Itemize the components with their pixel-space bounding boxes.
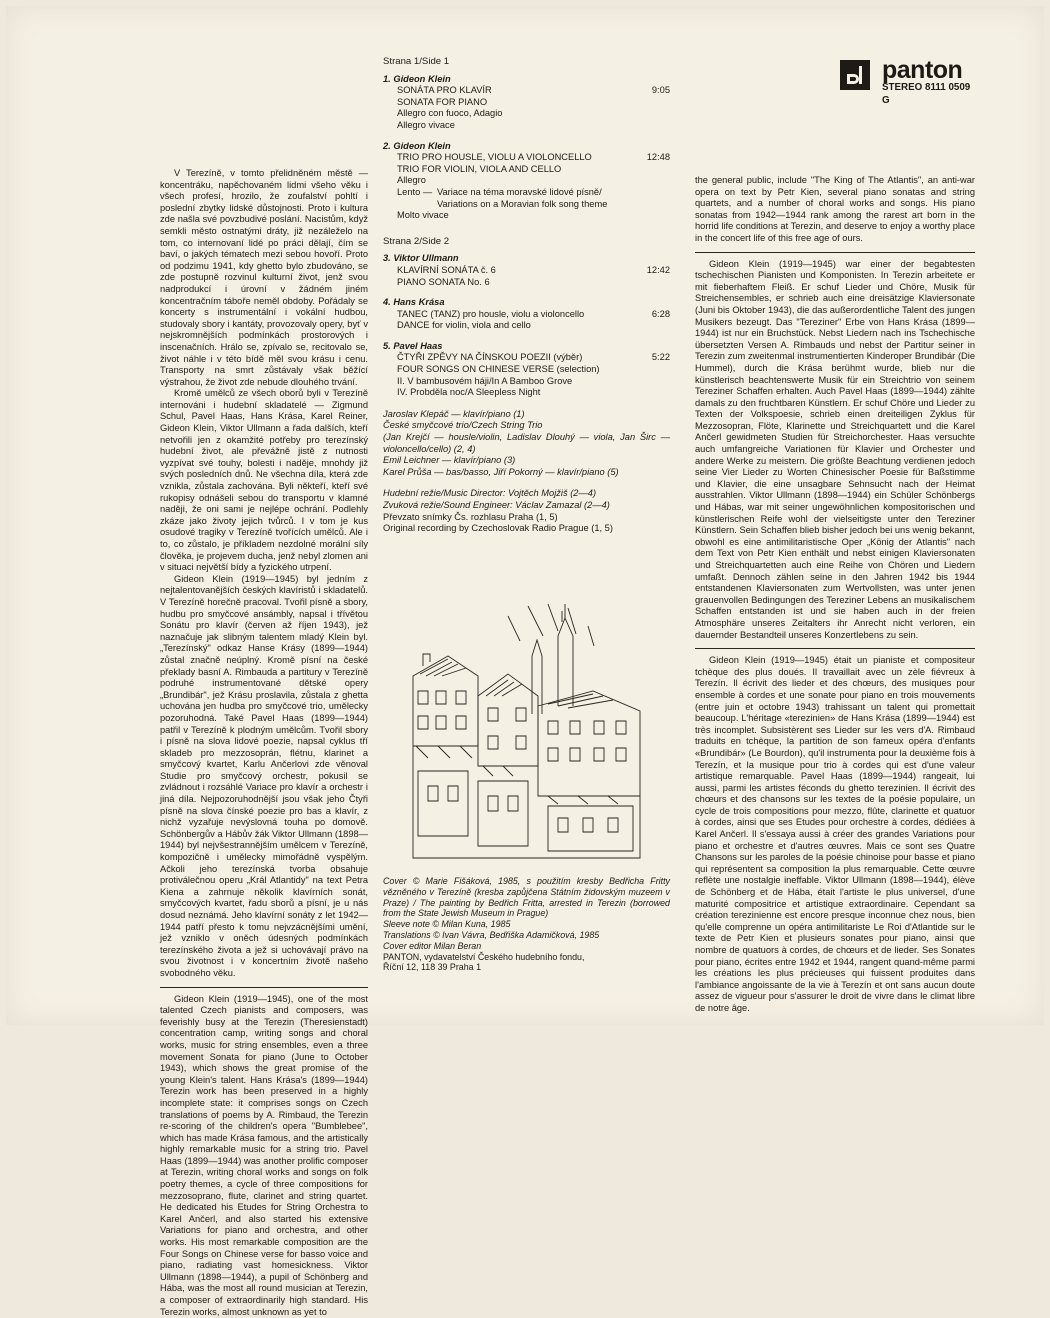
production-credits bbox=[383, 488, 670, 534]
track-5 bbox=[383, 341, 670, 399]
movement-desc-en: Variations on a Moravian folk song theme bbox=[437, 198, 608, 209]
divider bbox=[695, 648, 975, 649]
track-1 bbox=[383, 74, 670, 132]
performer-line: Karel Průša — bas/basso, Jiří Pokorný — klavír/piano (5) bbox=[383, 466, 619, 477]
czech-paragraph: Kromě umělců ze všech oborů byli v Terezíně internováni i hudební skladatelé — Zigmund Schul, Pavel Haas, Hans Krása, Karel Reiner, Gideon Klein, Viktor Ullmann a řada dalších, kteří netvořili jen z okamžité potřeby pro terezínský hudební život, ale převážně jistě z nutnosti vyzpívat své touhy, bolesti i naděje, mnohdy již svých posledních dnů. Ne všechna díla, která zde vznikla, zůstala zachována. Byli někteří, kteří své rukopisy odnášeli sebou do transportu v klamné naději, že oni sami je nejlépe ochrání. Podlehly zkáze jako životy jejich tvůrců. I v tom je kus osudové tragiky v Terezíně tvořících umělců. Ale i to, co zůstalo, je příkladem nezdolné morální síly člověka, je projevem ducha, jenž nebyl zlomen ani v situaci největší bídy a fyzického utrpení. bbox=[160, 388, 368, 573]
side-1-heading: Strana 1/Side 1 bbox=[383, 56, 450, 67]
german-paragraph: Gideon Klein (1919—1945) war einer der begabtesten tschechischen Pianisten und Komponisten. In Terezin arbeitete er mit fieberhaftem Fleiß. Er schuf Lieder und Chöre, Musik für Streichensembles, er schrieb auch eine dreisätzige Klaviersonate (Juni bis Oktober 1943), die das außerordentliche Talent des jungen Musikers bezeugt. Das "Tereziner" Erbe von Hans Krása (1899—1944) ist nur ein Bruchstück. Nebst Liedern nach ins Tschechische übersetzten Versen A. Rimbauds und nebst der Partitur seiner in Terezin zum zweitenmal instrumentierten Kinderoper Brundibár (Die Hummel), durch die Krása berühmt wurde, blieb nur die künstlerisch beachtenswerte Musik für ein Streichtrio von seinem Tereziner Schaffen erhalten. Auch Pavel Haas (1899—1944) zählte damals zu den fruchtbaren Künstlern. Er schuf Chöre und Lieder zu Texten der Volkspoesie, schrieb einen dreiteiligen Zyklus für Mezzosopran, Flöte, Klarinette und Streichquartett und die Karel Ančerl gewidmeten Studien für Streichorchester. Haas versuchte auch umfangreiche Variationen für Klavier und Orchester und andere Werke zu meistern. Die größte Beachtung verdienen jedoch seine Vier Lieder zu Worten Chinesischer Poesie für Baßstimme und Klavier, die eine unsagbare Sehnsucht nach der Heimat ausstrahlen. Viktor Ullmann (1898—1944) ein Schüler Schönbergs und Hábas, war mit seiner ungewöhnlichen kompositorischen und künstlerischen Reife wohl der vielseitigste unter den Tereziner Künstlern. Sein Schaffen blieb bisher jedoch bei uns wenig bekannt, obwohl es eine antimilitaristische Oper „König der Atlantis" nach dem Text von Petr Kien enthält und nebst einigen Klaviersonaten und Streichquartetten auch eine Reihe von Chören und Liedern umfaßt. Dennoch zählen seine in den Jahren 1942 bis 1944 entstandenen Klaviersonaten zum Wertvollsten, was unter jenen grauenvollen Bedingungen des Tereziner Lebens an musikalischem Schaffen entstanden ist und sie haben auch in der freien Atmosphäre unseres Zeitalters ihr Anrecht nicht verloren, ein dauernder Bestandteil unseres Konzertlebens zu sein. bbox=[695, 258, 975, 640]
movement-tempo: Lento — bbox=[397, 186, 433, 197]
track-4 bbox=[383, 297, 670, 332]
track-title-cz: SONÁTA PRO KLAVÍR bbox=[397, 85, 492, 96]
terezin-rooftops-drawing bbox=[408, 596, 646, 866]
movement-lento bbox=[383, 187, 670, 210]
colophon-line: Cover © Marie Fišáková, 1985, s použitím kresby Bedřicha Fritty vězněného v Terezíně (kresba zapůjčena Státním židovským muzeem v Praze) / The painting by Bedřich Fritta, arrested in Terezin (borrowed from the State Jewish Museum in Prague) bbox=[383, 876, 670, 919]
colophon-line: PANTON, vydavatelství Českého hudebního fondu, bbox=[383, 951, 585, 962]
movement: Allegro con fuoco, Adagio bbox=[397, 108, 503, 119]
track-title-cz: KLAVÍRNÍ SONÁTA č. 6 bbox=[397, 264, 496, 275]
track-composer: 3. Viktor Ullmann bbox=[383, 253, 459, 264]
track-title-row bbox=[383, 352, 670, 364]
colophon-line: Translations © Ivan Vávra, Bedřiška Adamičková, 1985 bbox=[383, 929, 600, 940]
movement-description bbox=[437, 187, 607, 210]
track-duration: 9:05 bbox=[651, 85, 670, 96]
track-title-en: TRIO FOR VIOLIN, VIOLA AND CELLO bbox=[397, 163, 562, 174]
side-2-heading: Strana 2/Side 2 bbox=[383, 235, 450, 247]
production-line: Hudební režie/Music Director: Vojtěch Mojžiš (2—4) bbox=[383, 488, 597, 499]
track-title-row bbox=[383, 152, 670, 164]
movement-desc-cz: Variace na téma moravské lidové písně/ bbox=[437, 186, 602, 197]
colophon bbox=[383, 876, 670, 1016]
movement: Allegro vivace bbox=[397, 119, 455, 130]
performer-line: Jaroslav Klepáč — klavír/piano (1) bbox=[383, 408, 525, 419]
divider bbox=[695, 252, 975, 253]
track-duration: 6:28 bbox=[651, 308, 670, 319]
catalog-number: STEREO 8111 0509 bbox=[882, 82, 971, 93]
track-title-en: DANCE for violin, viola and cello bbox=[397, 320, 531, 331]
track-title-en: FOUR SONGS ON CHINESE VERSE (selection) bbox=[397, 364, 600, 375]
movement: Molto vivace bbox=[397, 210, 449, 221]
track-list bbox=[383, 56, 670, 596]
track-duration: 5:22 bbox=[651, 352, 670, 363]
track-title-en: SONATA FOR PIANO bbox=[397, 96, 488, 107]
french-paragraph: Gideon Klein (1919—1945) était un pianiste et compositeur tchèque des plus doués. Il travaillait avec un zèle fiévreux à Terezín. Il écrivit des lieder et des chœurs, des musiques pour ensemble à cordes et une sonate pour piano en trois mouvements (entre juin et octobre 1943) trahissant un talent qui promettait beaucoup. L'héritage «terezinien» de Hans Krása (1899—1944) est très incomplet. Subsistèrent ses Lieder sur les vers d'A. Rimbaud traduits en tchèque, la partition de son fameux opéra d'enfants «Brundibár» (Le Bourdon), qu'il instrumenta pour la deuxième fois à Terezín, et la musique pour trio à cordes qui est d'une valeur artistique remarquable. Pavel Haas (1899—1944) rangeait, lui aussi, parmi les artistes féconds du ghetto terezinien. Il écrivit des chœurs et des chansons sur les textes de la poésie populaire, un cycle de trois compositions pour mezzo, flûte, clarinette et quatuor à cordes, ainsi que ses Etudes pour orchestre à cordes, dédiées à Karel Ančerl. Il s'essaya aussi à créer des grandes Variations pour piano et orchestre et d'autres œuvres. Mais ce sont ses Quatre Chansons sur les paroles de la poésie chinoise pour basse et piano qui représentent sa composition la plus remarquable. Cette œuvre reflète une nostalgie ineffable. Viktor Ullmann (1898—1944), élève de Schönberg et de Hába, était l'artiste le plus universel, d'une maturité compositrice et artistique extraordinaire. Cependant sa création terezinienne est encore presque inconnue chez nous, bien qu'elle comprenne un opéra antimilitariste Le Roi d'Atlantide sur le texte de Petr Kien et plusieurs sonates pour piano, ainsi que nombre de quatuors à cordes, de chœurs et de lieder. Ses Sonates pour piano, écrites entre 1942 et 1944, rangent quand-même parmi les créations les plus précieuses qui fuissent produites dans l'ambiance angoissante de la vie à Terezín et ont sans aucun doute assez de vigueur pour s'assurer le droit de vivre dans le climat libre de notre âge. bbox=[695, 655, 975, 1013]
colophon-line: Cover editor Milan Beran bbox=[383, 940, 482, 951]
production-line: Převzato snímky Čs. rozhlasu Praha (1, 5) bbox=[383, 511, 558, 522]
colophon-line: Sleeve note © Milan Kuna, 1985 bbox=[383, 919, 511, 930]
track-3 bbox=[383, 253, 670, 288]
colophon-line: Říční 12, 118 39 Praha 1 bbox=[383, 962, 482, 973]
track-title-row bbox=[383, 309, 670, 321]
english-paragraph: Gideon Klein (1919—1945), one of the most talented Czech pianists and composers, was feverishly busy at the Terezin (Theresienstadt) concentration camp, writing songs and choral works, music for string ensembles, even a three movement Sonata for piano (June to October 1943), which shows the great promise of the young Klein's talent. Hans Krása's (1899—1944) Terezin work has been preserved in a highly incomplete state: it comprises songs on Czech translations of poems by A. Rimbaud, the Terezin re-scoring of the children's opera "Bumblebee", which has made Krása famous, and the artistically highly remarkable music for a string trio. Pavel Haas (1899—1944) was another prolific composer at Terezin, writing choral works and songs on folk poetry themes, a cycle of three compositions for mezzosoprano, flute, clarinet and string quartet. He dedicated his Etudes for String Orchestra to Karel Ančerl, and also started his extensive Variations for piano and orchestra, and other works. His most remarkable composition are the Four Songs on Chinese verse for basso voice and piano, radiating vast homesickness. Viktor Ullmann (1898—1944), a pupil of Schönberg and Hába, was the most all round musician at Terezin, a composer of extraordinarily high standard. His Terezin works, almost unknown as yet to bbox=[160, 993, 368, 1317]
liner-notes-czech-english bbox=[160, 168, 368, 1317]
performer-line: (Jan Krejčí — housle/violin, Ladislav Dlouhý — viola, Jan Širc — violoncello/cello) (2, 4) bbox=[383, 432, 670, 454]
track-duration: 12:42 bbox=[646, 264, 670, 275]
track-title-cz: TANEC (TANZ) pro housle, violu a violoncello bbox=[397, 308, 585, 319]
czech-paragraph: Gideon Klein (1919—1945) byl jedním z nejtalentovanějších českých klavíristů i skladatelů. V Terezíně horečně pracoval. Tvořil písně a sbory, hudbu pro smyčcové ansámbly, napsal i třívětou Sonátu pro klavír (červen až říjen 1943), jež naznačuje jak slibným talentem mladý Klein byl. „Terezínský" odkaz Hanse Krásy (1899—1944) zůstal značně neúplný. Kromě písní na české překlady basní A. Rimbauda a partitury v Terezíně podruhé instrumentované dětské opery „Brundibár", jež Krásu proslavila, zůstala z ghetta uchována jen hudba pro smyčcové trio, umělecky pozoruhodná. Také Pavel Haas (1899—1944) patřil v Terezíně k plodným umělcům. Tvořil sbory i písně na slova lidové poezie, napsal cyklus tří skladeb pro mezzosoprán, flétnu, klarinet a smyčcový kvartet, Karlu Ančerlovi zde věnoval Studie pro smyčcový orchestr, pokusil se zvládnout i rozsáhlé Variace pro klavír a orchestr i jiná díla. Nejpozoruhodnější jsou však jeho Čtyři písně na slova čínské poezie pro bas a klavír, z nichž vyzařuje nevýslovná touha po domově. Schönbergův a Hábův žák Viktor Ullmann (1898—1944) byl nejvšestrannějším umělcem v Terezíně, kompozičně i umělecky mimořádně vyspělým. Ačkoli jeho terezínská tvorba obsahuje protiválečnou operu „Král Atlantidy" na text Petra Kiena a zahrnuje několik klavírních sonát, smyčcových kvartet, řadu sborů a písní, je u nás dosud neznámá. Jeho klavírní sonáty z let 1942—1944 patří přesto k tomu nejvzácnějšími umění, jež vzniklo v oněch údesných podmínkách terezínského života a jež si uchovávají právo na svou životnost i v koncertním životě našeho svobodného věku. bbox=[160, 573, 368, 978]
track-duration: 12:48 bbox=[646, 152, 670, 163]
track-title-row bbox=[383, 85, 670, 97]
track-composer: 1. Gideon Klein bbox=[383, 73, 451, 84]
production-line: Original recording by Czechoslovak Radio Prague (1, 5) bbox=[383, 523, 613, 534]
movement: IV. Probděla noc/A Sleepless Night bbox=[397, 387, 541, 398]
track-title-cz: ČTYŘI ZPĚVY NA ČÍNSKOU POEZII (výběr) bbox=[397, 352, 583, 363]
performer-credits bbox=[383, 409, 670, 479]
liner-notes-en-de-fr bbox=[695, 175, 975, 1013]
track-title-cz: TRIO PRO HOUSLE, VIOLU A VIOLONCELLO bbox=[397, 152, 592, 163]
grade-mark: G bbox=[882, 95, 890, 106]
english-paragraph-cont: the general public, include "The King of The Atlantis", an anti-war opera on text by Petr Kien, several piano sonatas and string quartets, and a number of choral works and songs. His piano sonatas from 1942—1944 rank among the rarest art born in the horrid life conditions at Terezin, and deserve to enjoy a worthy place in the concert life of this free age of ours. bbox=[695, 175, 975, 243]
track-composer: 2. Gideon Klein bbox=[383, 140, 451, 151]
label-brand: panton bbox=[882, 56, 963, 84]
divider bbox=[160, 987, 368, 988]
performer-line: Emil Leichner — klavír/piano (3) bbox=[383, 455, 516, 466]
track-title-en: PIANO SONATA No. 6 bbox=[397, 276, 490, 287]
movement: II. V bambusovém háji/In A Bamboo Grove bbox=[397, 375, 573, 386]
panton-logo bbox=[838, 58, 1018, 108]
production-line: Zvuková režie/Sound Engineer: Václav Zamazal (2—4) bbox=[383, 500, 610, 510]
movement: Allegro bbox=[397, 175, 426, 186]
track-composer: 5. Pavel Haas bbox=[383, 340, 443, 351]
track-2 bbox=[383, 141, 670, 222]
performer-line: České smyčcové trio/Czech String Trio bbox=[383, 420, 543, 431]
czech-paragraph: V Terezíně, v tomto přelidněném městě — koncentráku, napěchovaném lidmi všeho věku i všech profesí, hrozilo, že zoufalství pohltí i poslední zbytky lidské důstojnosti. Proto i kultura zde našla své povzbudivé poslání. Nacistům, když semkli město ostnatými dráty, již nezáleželo na tom, co internovaní lidé po práci dělají, čím se baví, o jakých tématech mezi sebou hovoří. Proto od podzimu 1941, kdy ghetto bylo zbudováno, se zde postupně rozvinul kulturní život, jenž svou nadprodukcí i úrovní v žádném jiném koncentračním táboře neměl obdoby. Pořádaly se koncerty s instrumentální i vokální hudbou, studovaly sbory i kantáty, provozovaly opery, byť v nejskromnějších podmínkách prostorových i inscenačních. Hrálo se, zpívalo se, recitovalo se, život náhle i v této bídě měl svou krásu i cenu. Transporty na smrt zůstávaly však běžící výstrahou, že život zde nebude dlouhého trvání. bbox=[160, 168, 368, 387]
panton-mark-icon bbox=[840, 60, 870, 90]
track-composer: 4. Hans Krása bbox=[383, 297, 445, 308]
track-title-row bbox=[383, 265, 670, 277]
